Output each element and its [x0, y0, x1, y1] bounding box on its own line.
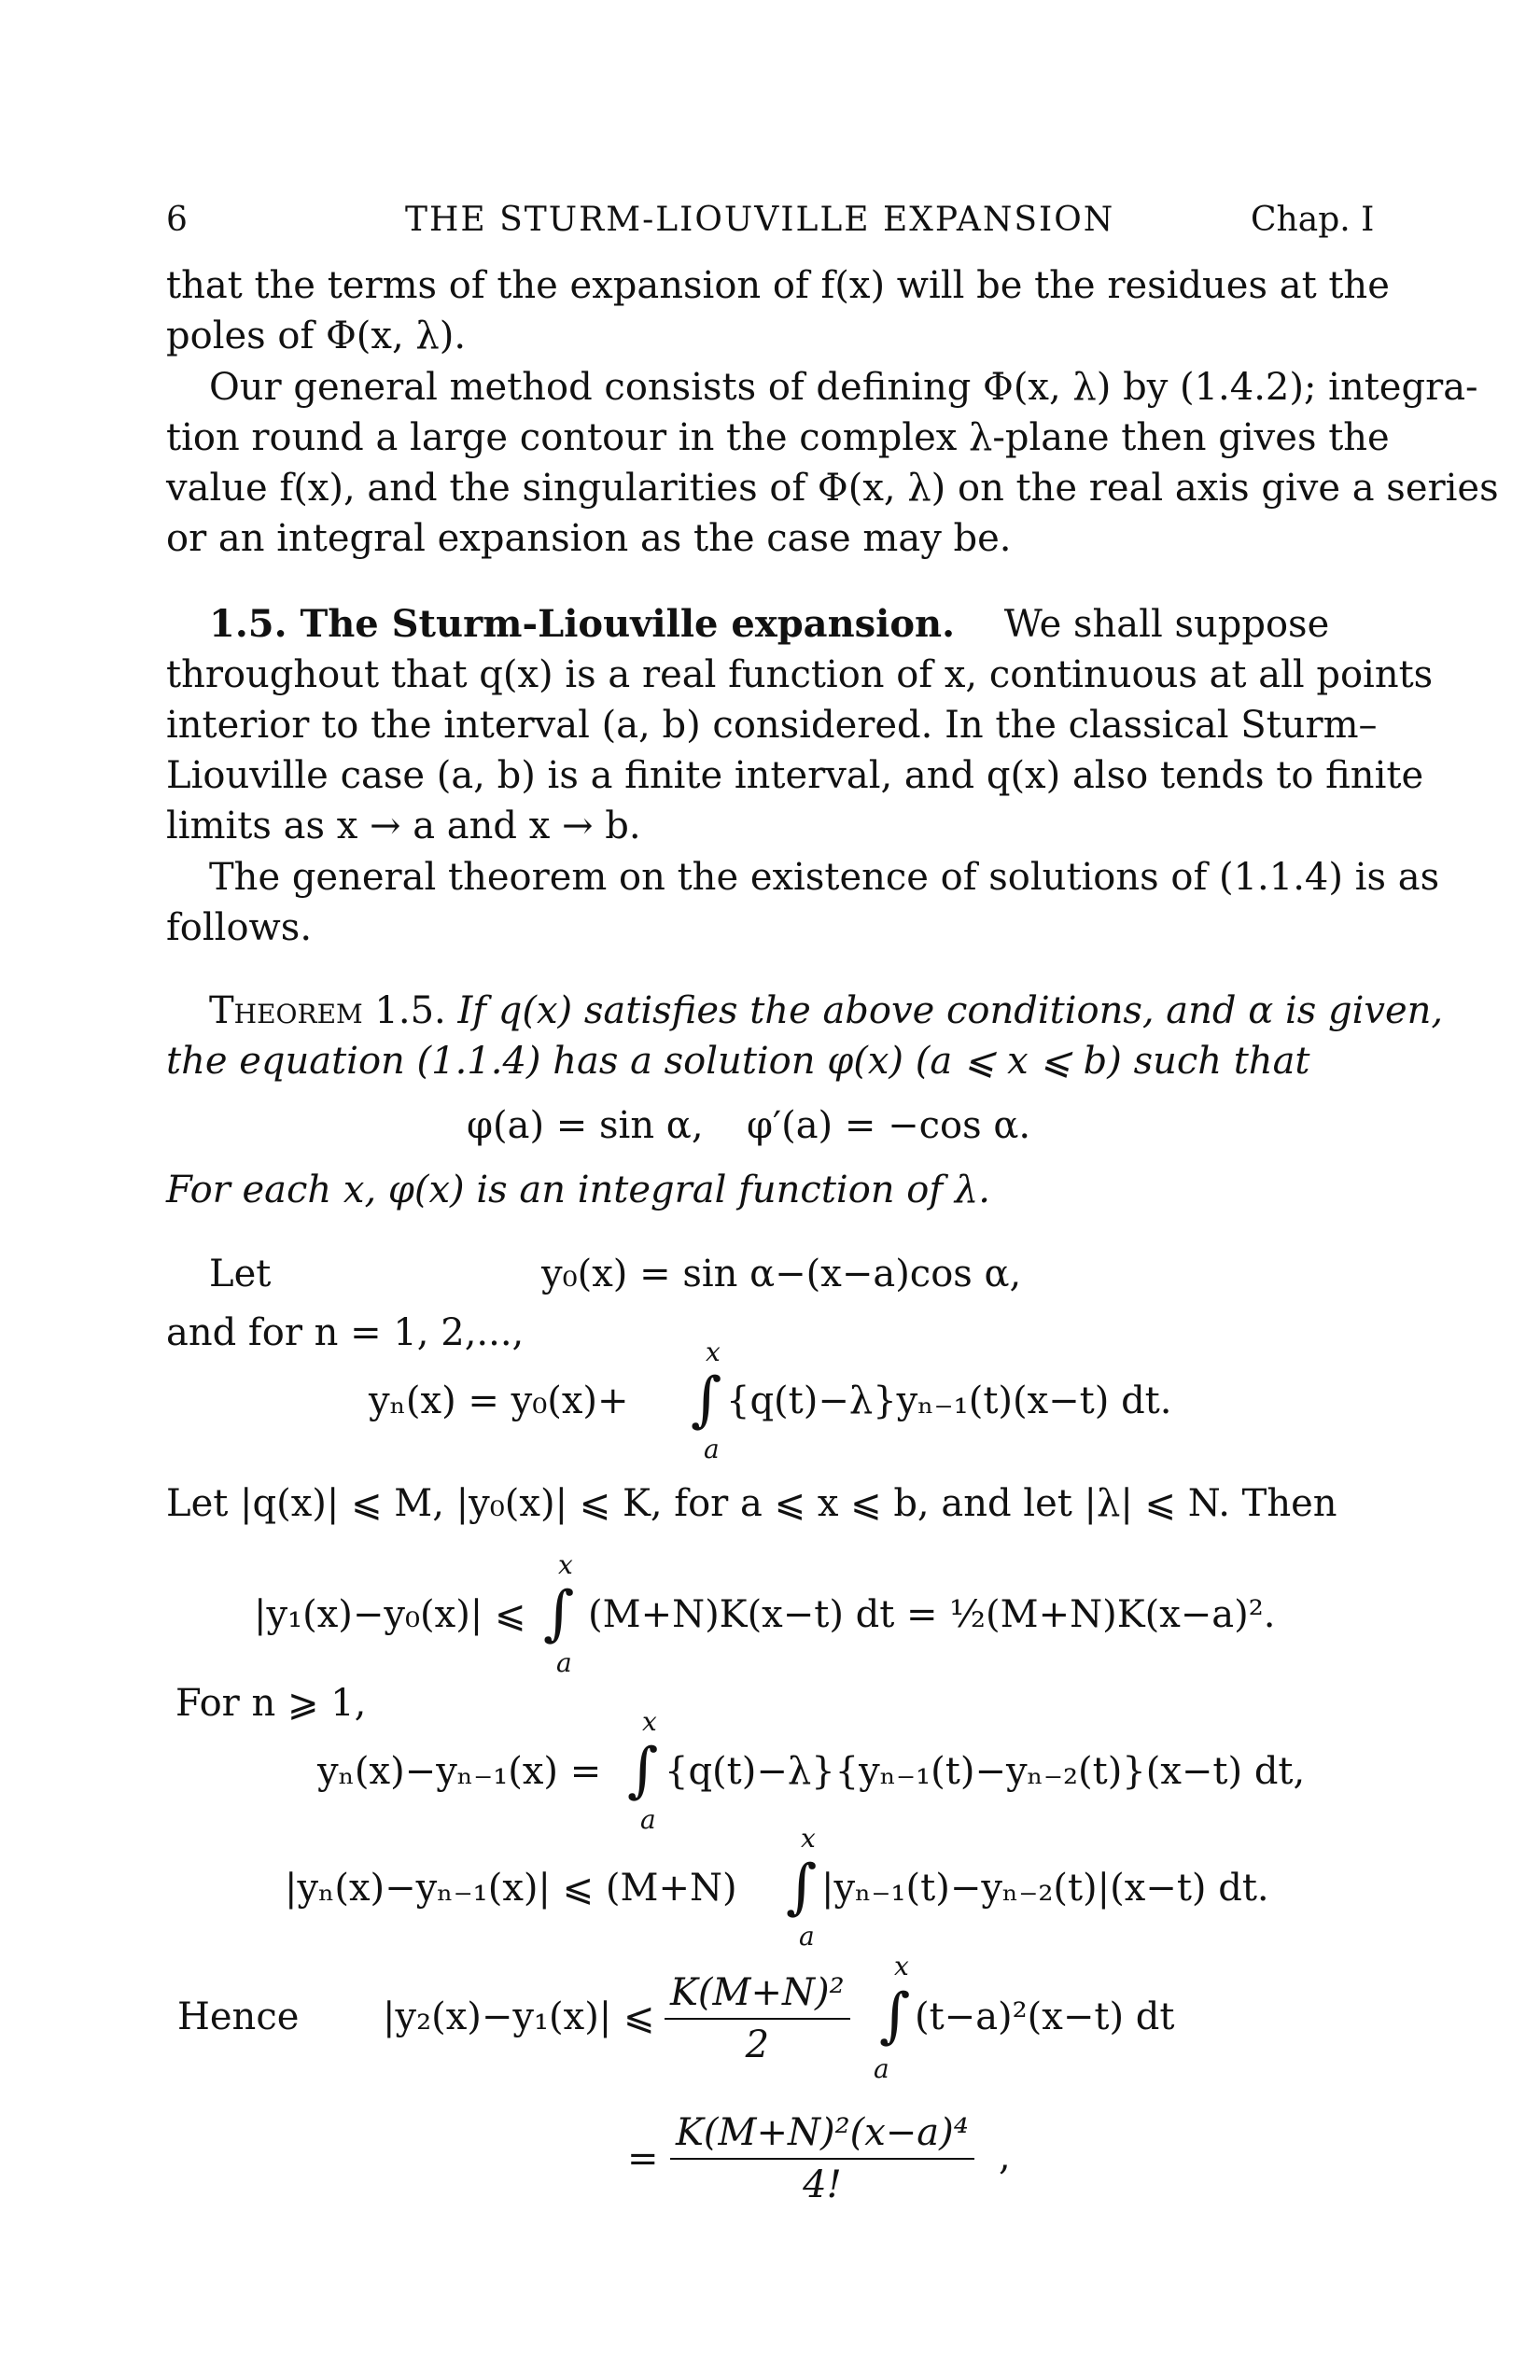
- hence-fraction: [665, 1971, 850, 2066]
- theorem-label: Theorem: [209, 989, 363, 1032]
- intro-line-2: poles of Φ(x, λ).: [166, 315, 467, 357]
- hence-denominator: 2: [745, 2023, 770, 2066]
- intro-line-3: Our general method consists of defining Φ(x, λ) by (1.4.2); integra-: [209, 366, 1478, 409]
- section-line-4: Liouville case (a, b) is a finite interval, and q(x) also tends to finite: [166, 754, 1424, 797]
- final-fraction: [670, 2111, 974, 2206]
- for-n-line: For n ⩾ 1,: [175, 1682, 367, 1725]
- integral-sign: ∫: [786, 1853, 818, 1922]
- theorem-condition-2: φ′(a) = −cos α.: [747, 1104, 1031, 1147]
- section-line-5: limits as x → a and x → b.: [166, 805, 641, 847]
- hence-lhs: |y₂(x)−y₁(x)| ⩽: [383, 1995, 655, 2038]
- section-line-3: interior to the interval (a, b) considered. In the classical Sturm–: [166, 704, 1378, 747]
- final-equals: =: [627, 2137, 659, 2180]
- integral-upper-limit: x: [558, 1549, 573, 1580]
- intro-line-4: tion round a large contour in the complex λ-plane then gives the: [166, 416, 1390, 459]
- theorem-number: 1.5.: [374, 989, 446, 1032]
- integral-sign: ∫: [879, 1981, 911, 2051]
- intro-line-1: that the terms of the expansion of f(x) will be the residues at the: [166, 264, 1390, 307]
- section-line-6: The general theorem on the existence of solutions of (1.1.4) is as: [209, 856, 1440, 899]
- theorem-condition-1: φ(a) = sin α,: [467, 1104, 704, 1147]
- hence-rhs: (t−a)²(x−t) dt: [915, 1995, 1175, 2038]
- absdiff-rhs: |yₙ₋₁(t)−yₙ₋₂(t)|(x−t) dt.: [821, 1867, 1269, 1910]
- integral-lower-limit: a: [874, 2053, 889, 2084]
- final-comma: ,: [999, 2135, 1011, 2178]
- final-denominator: 4!: [803, 2163, 842, 2206]
- y0-definition: y₀(x) = sin α−(x−a)cos α,: [541, 1253, 1022, 1295]
- diff-rhs: {q(t)−λ}{yₙ₋₁(t)−yₙ₋₂(t)}(x−t) dt,: [665, 1750, 1306, 1793]
- page-number: 6: [166, 201, 188, 239]
- integral-upper-limit: x: [642, 1706, 657, 1737]
- running-title: THE STURM-LIOUVILLE EXPANSION: [405, 201, 1115, 239]
- yn-lhs: yₙ(x) = y₀(x)+: [369, 1379, 629, 1422]
- theorem-text-1: If q(x) satisfies the above conditions, and α is given,: [457, 989, 1444, 1032]
- hence-word: Hence: [177, 1995, 300, 2038]
- section-line-1: [209, 602, 1329, 646]
- integral-lower-limit: a: [704, 1434, 720, 1464]
- absdiff-lhs: |yₙ(x)−yₙ₋₁(x)| ⩽ (M+N): [285, 1867, 737, 1910]
- section-line-7: follows.: [166, 906, 313, 949]
- final-fraction-body: [670, 2111, 974, 2206]
- integral-upper-limit: x: [706, 1337, 721, 1367]
- integral-lower-limit: a: [640, 1804, 656, 1835]
- ineq1-rhs: (M+N)K(x−t) dt = ½(M+N)K(x−a)².: [588, 1593, 1276, 1636]
- hence-numerator: K(M+N)²: [665, 1971, 850, 2020]
- bounds-line: Let |q(x)| ⩽ M, |y₀(x)| ⩽ K, for a ⩽ x ⩽ b, and let |λ| ⩽ N. Then: [166, 1482, 1337, 1525]
- theorem-line-3: For each x, φ(x) is an integral function of λ.: [166, 1169, 990, 1211]
- integral-lower-limit: a: [556, 1647, 572, 1678]
- intro-line-6: or an integral expansion as the case may be.: [166, 517, 1012, 560]
- integral-sign: ∫: [627, 1736, 659, 1805]
- intro-line-5: value f(x), and the singularities of Φ(x, λ) on the real axis give a series: [166, 467, 1499, 510]
- integral-upper-limit: x: [894, 1951, 909, 1981]
- section-heading: 1.5. The Sturm-Liouville expansion.: [209, 602, 956, 646]
- yn-rhs: {q(t)−λ}yₙ₋₁(t)(x−t) dt.: [726, 1379, 1172, 1422]
- integral-sign: ∫: [691, 1365, 722, 1435]
- section-line-1-rest: We shall suppose: [1003, 603, 1330, 646]
- and-for-line: and for n = 1, 2,...,: [166, 1311, 525, 1354]
- integral-lower-limit: a: [799, 1921, 815, 1952]
- final-numerator: K(M+N)²(x−a)⁴: [670, 2111, 974, 2160]
- diff-lhs: yₙ(x)−yₙ₋₁(x) =: [317, 1750, 602, 1793]
- chapter-label: Chap. I: [1251, 201, 1375, 239]
- ineq1-lhs: |y₁(x)−y₀(x)| ⩽: [254, 1593, 526, 1636]
- theorem-line-1: [209, 989, 1443, 1032]
- theorem-line-2: the equation (1.1.4) has a solution φ(x) (a ⩽ x ⩽ b) such that: [166, 1040, 1310, 1083]
- hence-fraction-body: [665, 1971, 850, 2066]
- section-line-2: throughout that q(x) is a real function of x, continuous at all points: [166, 653, 1434, 696]
- integral-sign: ∫: [543, 1579, 575, 1648]
- integral-upper-limit: x: [801, 1823, 816, 1854]
- let-word: Let: [209, 1253, 272, 1295]
